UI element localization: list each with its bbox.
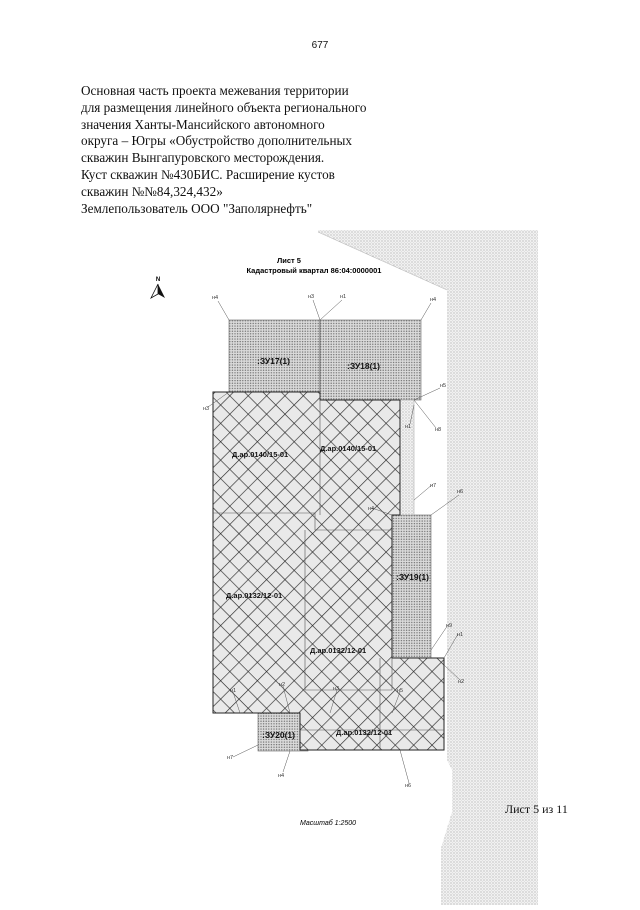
- point-label: н1: [405, 424, 412, 430]
- parcel-strip: [400, 400, 414, 515]
- label-lease-1: Д.ар.0140/15-01: [232, 450, 289, 459]
- sheet-title: Лист 5: [277, 256, 301, 265]
- label-lease-5: Д.ар.0132/12-01: [336, 728, 393, 737]
- title-line: скважин Вынгапуровского месторождения.: [81, 150, 325, 166]
- title-line: скважин №№84,324,432»: [81, 183, 223, 199]
- point-label: н4: [368, 506, 375, 512]
- label-zu19: :ЗУ19(1): [396, 572, 429, 582]
- point-label: н4: [212, 295, 219, 301]
- title-line: Землепользователь ООО "Заполярнефть": [81, 200, 313, 216]
- point-label: н1: [230, 688, 237, 694]
- point-label: н2: [279, 682, 286, 688]
- label-zu20: :ЗУ20(1): [262, 730, 295, 740]
- point-label: н4: [430, 297, 437, 303]
- point-label: н1: [340, 294, 347, 300]
- parcel-zu19: [392, 515, 431, 658]
- point-label: н5: [397, 688, 404, 694]
- map-scale: Масштаб 1:2500: [299, 820, 357, 827]
- label-zu18: :ЗУ18(1): [347, 361, 380, 371]
- page-number: 677: [311, 40, 329, 51]
- label-lease-4: Д.ар.0132/12-01: [310, 646, 367, 655]
- svg-text:N: N: [155, 277, 161, 283]
- label-lease-2: Д.ар.0140/15-01: [320, 444, 377, 453]
- title-line: значения Ханты-Мансийского автономного: [81, 116, 325, 132]
- north-arrow-icon: [151, 277, 165, 298]
- title-line: Куст скважин №430БИС. Расширение кустов: [81, 166, 335, 182]
- title-line: округа – Югры «Обустройство дополнительных: [81, 133, 352, 149]
- point-label: н7: [430, 483, 437, 489]
- point-label: н9: [446, 623, 453, 629]
- point-label: н5: [440, 383, 447, 389]
- point-label: н4: [278, 773, 285, 779]
- point-label: н6: [405, 783, 412, 789]
- point-label: н3: [203, 406, 210, 412]
- label-lease-3: Д.ар.0132/12-01: [226, 591, 283, 600]
- cadastral-block-label: Кадастровый квартал 86:04:0000001: [246, 266, 382, 275]
- sheet-counter: Лист 5 из 11: [505, 802, 568, 816]
- parcel-zu18: [320, 320, 421, 400]
- title-line: Основная часть проекта межевания территории: [81, 83, 349, 98]
- point-label: н3: [308, 294, 315, 300]
- title-line: для размещения линейного объекта регионального: [81, 99, 367, 115]
- point-label: н8: [435, 427, 442, 433]
- point-label: н7: [227, 755, 234, 761]
- label-zu17: :ЗУ17(1): [257, 356, 290, 366]
- point-label: н2: [458, 679, 465, 685]
- point-label: н6: [457, 489, 464, 495]
- point-label: н3: [333, 686, 340, 692]
- point-label: н1: [457, 632, 464, 638]
